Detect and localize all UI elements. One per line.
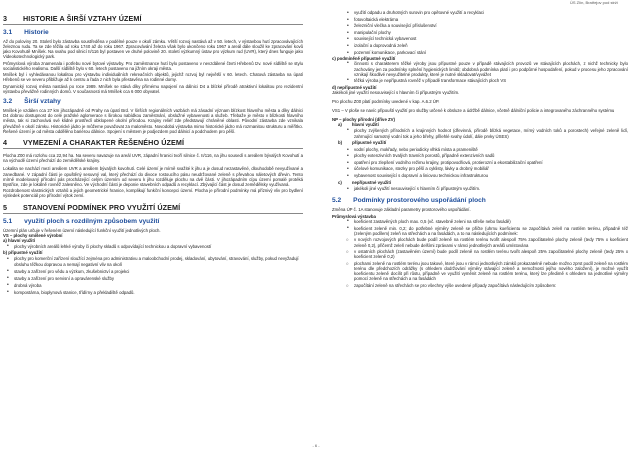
paragraph: Průmyslová výroba znamenala i potřebu nové bytové výstavby. Pro zaměstnance hutí bylo postaveno v nevzdálené čtvrti Hřebenů tzv. nové sídliště se stylu socialistického realismu. Další sídliště bylo v 60. letech postaveno na jižním okraji města. — [3, 60, 303, 71]
list-item: • stavby a zařízení pro vědu a výzkum, zkušebnictví a projekci — [3, 268, 303, 275]
section-number: 5.1 — [3, 217, 13, 225]
list-label-b: b) přípustné využití — [3, 250, 43, 256]
paragraph: Plocha Z00 má rozlohu cca 22,94 ha. Na severu navazuje na areál UVR, západní hranici tvoří silnice č. II/116, na jihu sousedí s areálem bývalých Kovohutí a na východě území přechází do zemědělské krajiny. — [3, 152, 303, 164]
list-item: ○ započítání zeleně na střechách se pro všechny výše uvedené případy započítává následujícím způsobem: — [332, 283, 628, 288]
section-3-2-heading — [3, 98, 303, 105]
list-item: • vodní plochy, mokřady, nebo periodicky vlhká místa a prameniště — [332, 147, 628, 154]
list-item: ○ v ostatních plochách (zastavěném území) bude podíl zeleně na rostlém terénu tvořit alespoň 25% započitatelné plochy zeleně (tedy 25% x koeficient zeleně 0,2) — [332, 249, 628, 259]
paragraph: Rozdrobenost vlastnických vztahů a jejich geometrické hranice, komplikují funkční koncepci území. Plocha je přírodní podmínky má příznivý vliv pro bydlení výsledek potenciál pro přírodní výtok zemí. — [3, 188, 303, 199]
list-title: přípustné využití — [352, 140, 387, 146]
list-item: ○ plochami zeleně na rostlém terénu jsou takové, které jsou v rámci jednotlivých zámků prokazatelně nebude možno zprst podíl zeleně na rostlém terénu dle předchozích odrážky (s ohledem dodržování výměry stávající zeleně a nemožnosti jejího nového založení), je možné využít koeficientu zeleně docílit při růstu, případně ve využití vyměnit zeleně na rostlém terénu, který lze předimě s ohledem na jednotlivé výměry pomocí zeleně na střechách a na fasádách — [332, 261, 628, 282]
intro-text: Územní plán určuje v řešeném území následující funkční využití jednotlivých ploch. — [3, 227, 161, 233]
conditional-use-list — [332, 61, 628, 83]
section-title: využití ploch s rozdílným způsobem využití — [24, 217, 160, 225]
section-title: Širší vztahy — [24, 98, 61, 106]
right-column — [332, 10, 628, 289]
list-item: • účelové komunikace, stezky pro pěší a cyklisty, lávky a drobný mobiliář — [332, 166, 628, 173]
section-title: Historie — [24, 29, 49, 36]
section-3-1-heading — [3, 29, 303, 36]
paragraph: Až do poloviny 20. Století bylo zástavba soustředěna v podélné pouze v okolí zámku. Větší rozvoj nastává až v 50. letech, v výstavbou hutí zpracovávajících železnou rudu. Ta se zde těžila od roku 1740 až do roku 1967. Zpracovávání železa však bylo ukončeno roku 1967 a areál dále sloužil ke zpracování kovů jako Kovohutě Mníšek. Na svahu pod silnicí II/116 byl postaven ve druhé polovině 20. století výzkumný ústav pro výzkum rud (UVR), který dnes funguje jako Videokotechnologický park. — [3, 39, 303, 60]
list-item: • manipulační plochy — [332, 30, 628, 37]
list-item: • činnosti s charakterem těžké výroby jsou přípustné pouze v případě stávajících provozů ve stávajících plochách, z nichž technicky bylo zachovány jen za podmínky splnění hygienických limitů; obdobná podmínka platí i pro podpůrné hospodaření, pokud v procesu jeho zpracování vznikají škodlivé nevyužitelné produkty, které je nutné skladovat/vyvážet — [332, 61, 628, 77]
section-number: 5 — [3, 202, 8, 212]
list-item: • koeficient zastavěných ploch max. 0,5 (vč. stavebně zeleni na střeše nebo fasádě) — [332, 219, 628, 224]
list-item: • plochy výrobních areálů lehké výroby či plochy skladů s odpovídající technickou a dopravní vybaveností — [3, 243, 303, 250]
section-number: 4 — [3, 137, 8, 147]
list-item: • využití odpadu a druhotných surovin pro opětovné využití a recyklaci — [332, 10, 628, 17]
np-main-use-list — [332, 128, 628, 138]
section-5-2-heading — [332, 197, 628, 204]
paragraph: Dynamický rozvoj města nastává po roce 1989. Mníšek se stává díky přímému napojení na dálnici D4 a blízké přírodě atraktivní lokalitou pro rezidentní výstavbu převážně rodinných domů. V současnosti má Mníšek cca 6 000 obyvatel. — [3, 83, 303, 94]
vs-heading: VS – plochy smíšené výrobní — [3, 232, 63, 238]
section-number: 3.1 — [3, 29, 13, 36]
section-title: VYMEZENÍ A CHARAKTER ŘEŠENÉHO ÚZEMÍ — [23, 137, 185, 147]
prohibited-use-text: Jakékoli jiné využití nesouvisející s hlavním či přípustným využitím. — [332, 89, 460, 95]
section-5-heading — [3, 203, 303, 214]
list-item: • jakékoli jiné využití nesouvisející s hlavním či přípustným využitím. — [332, 186, 628, 193]
np-heading: NP – plochy přírodní (dříve ZV) — [332, 116, 395, 122]
list-item: • železniční vlečka a související příslušenství — [332, 23, 628, 30]
section-title: HISTORIE A ŠIRŠÍ VZTAHY ÚZEMÍ — [23, 14, 142, 23]
paragraph: Mníšek je vzdálen cca 27 km jihozápadně od Prahy na úpatí Brd. V širších regionálních vazbách má zásadní význam blízkost hlavního města a díky dálnici D4 dobrou dostupnost do celé pražské aglomerace s širokou nabídkou zaměstnání, obslužné vybavenosti a služeb. Třebaže je město v blízkosti hlavního města, tak si zachovává své klidné prostředí obklopené okolní přírodou. Krajiny reliéf zde představují chráněné oblasti. Původní zástavba zde vznikala převážně v okolí zámku. Historické jádro je můžeme považovat za maloměsto. Novodobá výstavba mimo historické jádro má rozmanitou strukturu a měřítko. Řešené území je od města oddělěno bariérou dálnice. Spojení s městem je podjezdem pod dálnicí a podchodem pro pěší. — [3, 108, 303, 134]
running-header: ÚS Zlín, Bratřejov pod strží — [569, 0, 618, 5]
list-item: • plochy zvýšených přírodních a krajinných hodnot (dřevinná, přírodě blízká vegetace, mírný vodních toků a porostech) veřejné zeleně lidí, zahrnující samotný vodní tok a jeho břehy, přilehlé svahy údolí, dále prvky ÚSES) — [332, 128, 628, 138]
section-4-heading — [3, 138, 303, 149]
section-number: 3.2 — [3, 98, 13, 106]
list-label-d: d) nepřípustné využití — [332, 84, 377, 90]
list-item: • plochy extenzivních trvalých travních porostů, případně extenzivních sadů — [332, 153, 628, 160]
list-letter: c) — [338, 179, 342, 185]
section-number: 5.2 — [332, 196, 342, 204]
list-title: nepřípustné využití — [351, 179, 391, 185]
list-item: ○ v nových rozvojových plochách bude podíl zeleně na rostlém terénu tvořit alespoň 75% započitatelné plochy zeleně (tedy 75% x koeficient zeleně 0,2), přičemž zeleň nebude delšími zprávami v rámci jednotlivých areálů umístována — [332, 237, 628, 247]
permitted-use-list-continued — [332, 10, 628, 56]
list-item: • plochy pro komerční zařízení sloužící zejména pro administrativu a maloobchodní prodej, skladování, ubytování, stravování, služby, pokud nevyžadují obsluhu těžkou dopravou a nemají negativní vliv na okolí — [3, 256, 303, 268]
list-label-c: c) podmíněně přípustné využití — [332, 56, 396, 62]
industrial-params-list — [332, 219, 628, 236]
page-number: - 6 - — [312, 443, 320, 448]
list-item: • těžká výroba je nepřípustná rovněž v případě transformace stávajících ploch VS — [332, 78, 628, 83]
list-item: • pozemní komunikace, parkovací stání — [332, 50, 628, 57]
np-prohibited-use-list — [332, 186, 628, 193]
industrial-heading: Průmyslová výstavba — [332, 213, 376, 219]
list-item: • související technická vybavenost — [332, 36, 628, 43]
list-letter: b) — [338, 140, 343, 146]
list-item: • kompostárna, bioplynová stanice, třídírny a překladiště odpadů. — [3, 289, 303, 296]
list-item: • drobná výroba — [3, 282, 303, 289]
section-3-heading — [3, 14, 303, 25]
permitted-use-list — [3, 256, 303, 297]
paragraph: Mníšek byl i vyhledávanou lokalitou pro výstavbu individuálních rekreačních objektů, jejichž rozvoj byl největší v 60. letech. Chatová zástavba na úpatí Hřebenů se ve severu přibližuje až k centru a řada z nich byla přestavěna na rodinné domy. — [3, 72, 303, 83]
industrial-sub-list — [332, 237, 628, 288]
section-title: Podmínky prostorového uspořádání ploch — [353, 196, 486, 204]
main-use-list — [3, 243, 303, 250]
np-permitted-use-list — [332, 147, 628, 180]
section-number: 3 — [3, 14, 8, 23]
section-title: STANOVENÍ PODMÍNEK PRO VYUŽITÍ ÚZEMÍ — [23, 202, 181, 212]
list-item: • opatření pro zlepšení vodního režimu krajiny, protipovodňová, protierozní a ekostabilizační opatření — [332, 160, 628, 167]
list-letter: a) — [338, 121, 342, 127]
list-item: • izolační a doprovodná zeleň — [332, 43, 628, 50]
left-column — [3, 10, 303, 296]
vs1-note: VS1 – V ploše se navíc připouští využití pro služby určené k obsluze a údržbě dálnice, včetně dálniční policie a integrovaného záchranného systému — [332, 108, 615, 114]
paragraph: Lokalita se nachází mezi areálem UVR a areálem bývalých kovohutí. Celé území je mírně svažité k jihu a je dosud nezastavěné, dlouhodobě nevyužívané a zanedbané. V západní části je opuštěný sesuvný val, který přechází do divoce rostoucího pásu neudržované zeleně s převahou náletových dřevin. Tento mírně modelovaný přírodní pás procházející celým územím od severu k jihu rozděluje plochu na dvě části. V jihozápadním cípu území pomalé protéká Bystřice, zde je lokálně rovněž zalesněno. Ve východní části je deponie stavebních odpadů a recyklací. Zbývající část je dosud zemědělsky využívaná. — [3, 166, 303, 187]
zone-note: Pro plochu Z00 platí podmínky uvedené v kap. A.6.2 ÚP. — [332, 99, 440, 105]
list-label-a: a) hlavní využití — [3, 237, 35, 243]
list-item: • vybavenost související s dopravní a liniovou technickou infrastrukturou — [332, 173, 628, 180]
list-item: • fotovoltaická elektrárna — [332, 17, 628, 24]
list-title: hlavní využití — [351, 121, 379, 127]
intro-text: Změna ÚP č. 1A stanovuje základní parametry prostorového uspořádání. — [332, 206, 471, 212]
list-item: • koeficient zeleně min. 0,2; do potřebné výměry zeleně se přičte (uhrnu koeficientu se započítává zeleň na rostlém terénu, případně též (zeleným podílem) zeleň na střechách a na fasádách, a to na následujících podmínek: — [332, 226, 628, 236]
list-item: • stavby a zařízení pro servisní a opravárenské služby — [3, 275, 303, 282]
section-5-1-heading — [3, 218, 303, 225]
